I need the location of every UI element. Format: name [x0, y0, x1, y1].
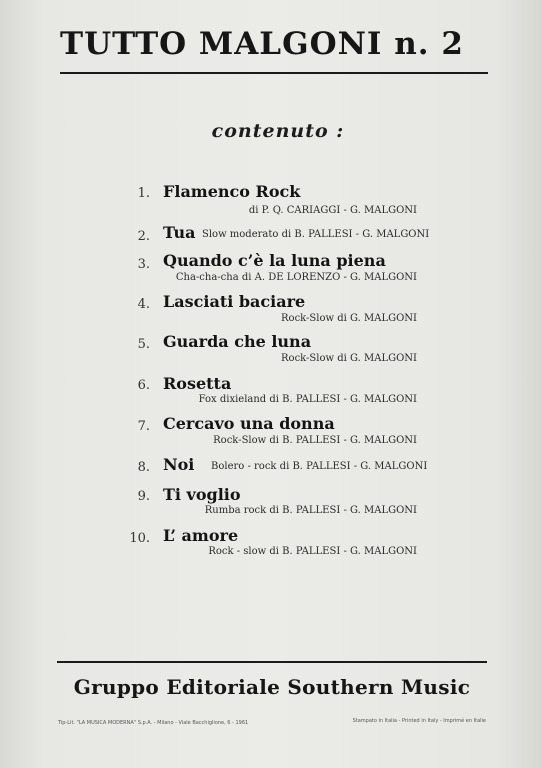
item-number: 4. [137, 297, 150, 312]
item-number: 1. [137, 186, 150, 201]
song-title: L’ amore [163, 526, 239, 545]
song-title: Quando c’è la luna piena [163, 251, 386, 270]
song-title: Rosetta [163, 374, 232, 393]
song-title: Tua [163, 223, 196, 242]
song-title: Noi [163, 455, 195, 474]
song-credit: Cha-cha-cha di A. DE LORENZO - G. MALGONI [175, 272, 417, 283]
song-credit: Rumba rock di B. PALLESI - G. MALGONI [204, 505, 417, 516]
song-title: Ti voglio [163, 485, 241, 504]
song-credit: Rock - slow di B. PALLESI - G. MALGONI [208, 546, 417, 557]
song-credit: Slow moderato di B. PALLESI - G. MALGONI [202, 229, 430, 240]
song-credit: Rock-Slow di B. PALLESI - G. MALGONI [213, 435, 417, 446]
song-credit: Rock-Slow di G. MALGONI [281, 353, 417, 364]
song-credit: Fox dixieland di B. PALLESI - G. MALGONI [198, 394, 417, 405]
item-number: 8. [137, 460, 150, 475]
publisher-name: Gruppo Editoriale Southern Music [73, 675, 471, 699]
item-number: 3. [137, 257, 150, 272]
contents-heading: contenuto : [211, 120, 345, 142]
page-title: TUTTO MALGONI n. 2 [60, 26, 464, 62]
song-credit: Bolero - rock di B. PALLESI - G. MALGONI [211, 461, 428, 472]
bottom-divider [57, 661, 487, 663]
item-number: 10. [129, 531, 150, 546]
item-number: 9. [137, 489, 150, 504]
top-divider [60, 72, 488, 74]
printer-imprint: Tip-Lit. "LA MUSICA MODERNA" S.p.A. - Milano - Viale Bacchiglione, 6 - 1961 [58, 720, 249, 726]
song-title: Guarda che luna [163, 332, 312, 351]
item-number: 2. [137, 229, 150, 244]
song-credit: di P. Q. CARIAGGI - G. MALGONI [248, 205, 417, 216]
song-title: Lasciati baciare [163, 292, 306, 311]
item-number: 7. [137, 419, 150, 434]
item-number: 6. [137, 378, 150, 393]
song-title: Cercavo una donna [163, 414, 335, 433]
printed-in-italy-note: Stampato in Italia - Printed in Italy - Imprimé en Italie [352, 718, 486, 724]
item-number: 5. [137, 337, 150, 352]
song-credit: Rock-Slow di G. MALGONI [281, 313, 417, 324]
song-title: Flamenco Rock [163, 182, 301, 201]
